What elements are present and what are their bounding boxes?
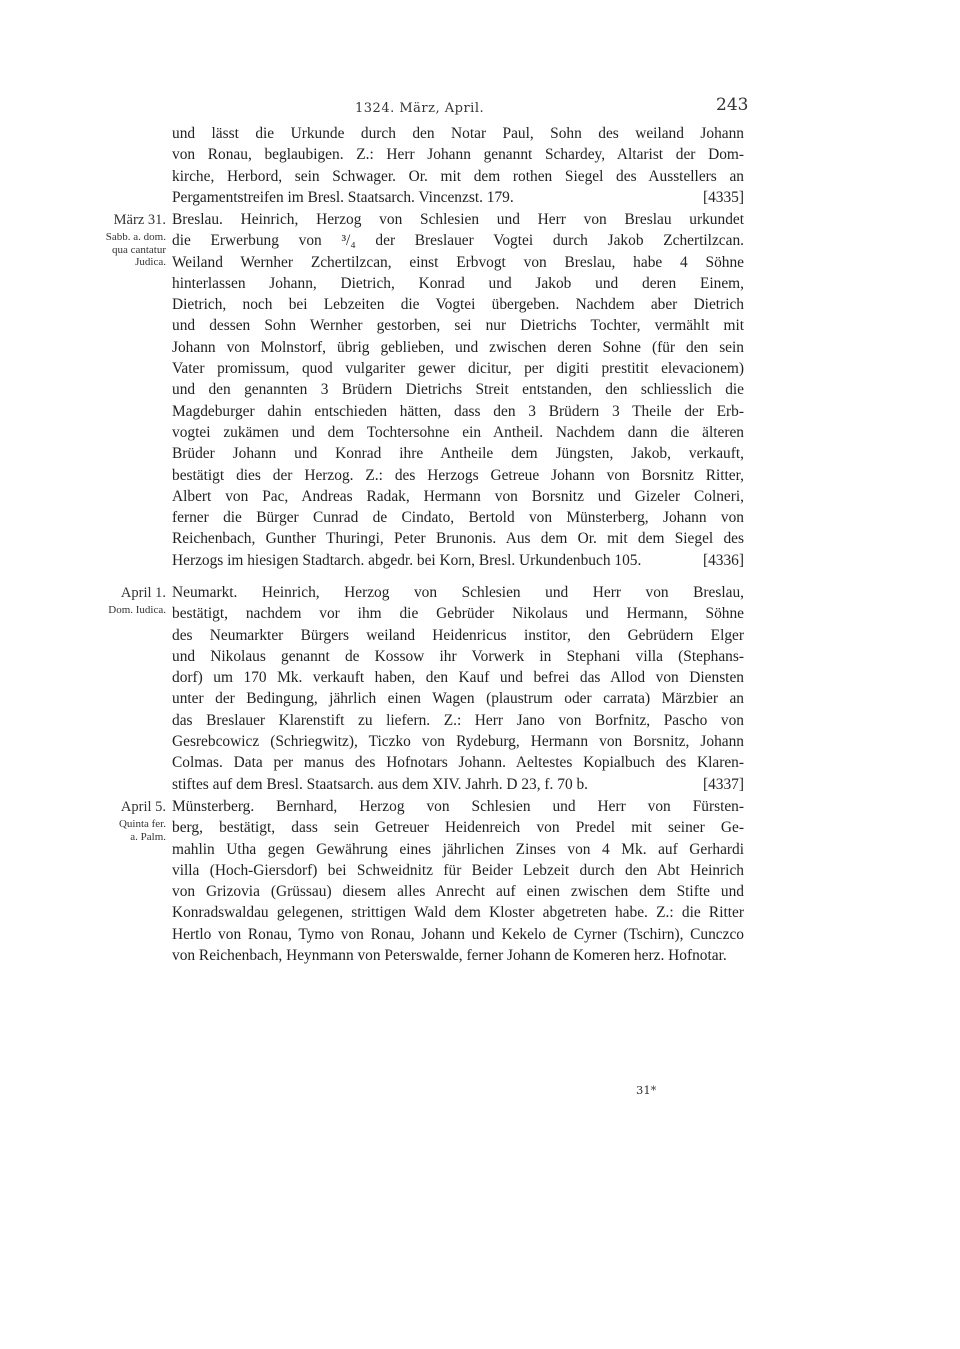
margin-feast: Sabb. a. dom. — [105, 231, 166, 243]
text-line — [172, 774, 744, 795]
text-line — [172, 646, 744, 667]
text-line — [172, 945, 744, 966]
margin-date: März 31. — [113, 212, 166, 228]
text-line — [172, 817, 744, 838]
line-text: Magdeburger dahin entschieden hätten, dass den 3 Brüdern 3 Theile der Erb- — [172, 402, 744, 420]
text-line — [172, 123, 744, 144]
text-line — [172, 924, 744, 945]
line-text: bestätigt dies der Herzog. Z.: des Herzogs Getreue Johann von Borsnitz Ritter, — [172, 466, 744, 484]
line-text: von Ronau, beglaubigen. Z.: Herr Johann genannt Schardey, Altarist der Dom- — [172, 146, 744, 164]
text-line — [172, 294, 744, 315]
text-line — [172, 252, 744, 273]
margin-date: April 1. — [120, 585, 166, 601]
margin-feast: Dom. Iudica. — [108, 604, 166, 616]
text-line — [172, 603, 744, 624]
margin-note-4336 — [94, 210, 166, 269]
text-line — [172, 731, 744, 752]
line-text: kirche, Herbord, sein Schwager. Or. mit dem rothen Siegel des Ausstellers an — [172, 167, 744, 185]
margin-date: April 5. — [120, 799, 166, 815]
text-line — [172, 582, 744, 603]
text-line — [172, 667, 744, 688]
text-line — [172, 796, 744, 817]
text-line — [172, 422, 744, 443]
entry-4335-text — [172, 123, 744, 208]
margin-feast: qua cantatur — [111, 243, 166, 256]
margin-feast: a. Palm. — [130, 830, 166, 843]
line-text: Dietrich, noch bei Lebzeiten die Vogtei übergeben. Nachdem aber Dietrich — [172, 296, 744, 314]
text-line — [172, 881, 744, 902]
line-text: und dessen Sohn Wernher gestorben, sei nur Dietrichs Tochter, vermählt mit — [172, 317, 744, 335]
line-text: Gesrebcowicz (Schriegwitz), Ticzko von Rydeburg, Hermann von Borsnitz, Johann — [172, 733, 744, 751]
text-line — [172, 465, 744, 486]
text-line — [172, 144, 744, 165]
line-text: ferner die Bürger Cunrad de Cindato, Bertold von Münsterberg, Johann von — [172, 509, 744, 527]
text-line — [172, 902, 744, 923]
text-line — [172, 443, 744, 464]
line-text: Brüder Johann und Konrad ihre Antheile dem Jüngsten, Jakob, verkauft, — [172, 445, 744, 463]
text-line — [172, 507, 744, 528]
text-line — [172, 273, 744, 294]
line-text: Hertlo von Ronau, Tymo von Ronau, Johann und Kekelo de Cyrner (Tschirn), Cunczco — [172, 925, 744, 943]
line-text: Weiland Wernher Zchertilzcan, einst Erbvogt von Breslau, habe 4 Söhne — [172, 253, 744, 271]
line-text: Colmas. Data per manus des Hofnotars Johann. Aeltestes Kopialbuch des Klaren- — [172, 754, 744, 772]
line-text: Herzogs im hiesigen Stadtarch. abgedr. bei Korn, Bresl. Urkundenbuch 105. — [172, 551, 642, 569]
line-text: berg, bestätigt, dass sein Getreuer Heidenreich von Predel mit seiner Ge- — [172, 819, 744, 837]
line-text: dorf) um 170 Mk. verkauft haben, den Kauf und befrei das Allod von Diensten — [172, 669, 744, 687]
document-number: [4335] — [702, 188, 744, 206]
line-text: das Breslauer Klarenstift zu liefern. Z.: Herr Jano von Borfnitz, Pascho von — [172, 711, 744, 729]
text-line — [172, 337, 744, 358]
line-text: villa (Hoch-Giersdorf) bei Schweidnitz für Beider Lebzeit durch den Abt Heinrich — [172, 861, 744, 879]
signature-mark: 31* — [636, 1083, 657, 1097]
line-text: Neumarkt. Heinrich, Herzog von Schlesien und Herr von Breslau, — [172, 584, 744, 601]
line-text: hinterlassen Johann, Dietrich, Konrad und Jakob und deren Einem, — [172, 274, 744, 292]
line-text: Vater promissum, quod vulgariter gewer dicitur, per digiti prestitit elevacionem) — [172, 360, 744, 378]
text-line — [172, 625, 744, 646]
document-number: [4337] — [702, 775, 744, 793]
margin-feast: Quinta fer. — [118, 818, 166, 830]
document-number: [4336] — [702, 551, 744, 569]
line-text: mahlin Utha gegen Gewährung eines jährlichen Zinses von 4 Mk. auf Gerhardi — [172, 840, 744, 858]
page-number: 243 — [716, 95, 749, 115]
line-text: Albert von Pac, Andreas Radak, Hermann von Borsnitz und Gizeler Colneri, — [172, 487, 744, 505]
line-text: und lässt die Urkunde durch den Notar Paul, Sohn des weiland Johann — [172, 125, 744, 142]
text-line — [172, 550, 744, 571]
running-head: 1324. März, April. — [355, 101, 485, 116]
line-text: die Erwerbung von ³/₄ der Breslauer Vogtei durch Jakob Zchertilzcan. — [172, 232, 744, 250]
entry-4337-text — [172, 582, 744, 795]
text-line — [172, 528, 744, 549]
text-line — [172, 187, 744, 208]
line-text: Breslau. Heinrich, Herzog von Schlesien und Herr von Breslau urkundet — [172, 211, 744, 228]
text-line — [172, 710, 744, 731]
text-line — [172, 752, 744, 773]
text-line — [172, 166, 744, 187]
line-text: des Neumarkter Bürgers weiland Heidenricus institor, den Gebrüdern Elger — [172, 626, 744, 644]
line-text: von Grizovia (Grüssau) diesem alles Anrecht auf einen zwischen dem Stifte und — [172, 883, 744, 901]
line-text: Münsterberg. Bernhard, Herzog von Schlesien und Herr von Fürsten- — [172, 798, 744, 815]
line-text: und den genannten 3 Brüdern Dietrichs Streit entstanden, den schliesslich die — [172, 381, 744, 399]
line-text: vogtei zukämen und dem Tochtersohne ein Antheil. Nachdem dann die älteren — [172, 423, 744, 441]
margin-note-4337 — [94, 583, 166, 617]
text-line — [172, 688, 744, 709]
line-text: und Nikolaus genannt de Kossow ihr Vorwerk in Stephani villa (Stephans- — [172, 647, 744, 665]
text-line — [172, 860, 744, 881]
margin-feast: Judica. — [135, 256, 166, 268]
line-text: Konradswaldau gelegenen, strittigen Wald dem Kloster abgetreten habe. Z.: die Ritter — [172, 904, 744, 922]
line-text: Johann von Molnstorf, übrig geblieben, und zwischen deren Sohne (für den sein — [172, 338, 744, 356]
line-text: unter der Bedingung, jährlich einen Wagen (plaustrum oder carrata) Märzbier an — [172, 690, 744, 708]
text-line — [172, 379, 744, 400]
text-line — [172, 230, 744, 251]
entry-4336-text — [172, 209, 744, 571]
text-line — [172, 209, 744, 230]
text-line — [172, 839, 744, 860]
entry-april5-text — [172, 796, 744, 966]
text-line — [172, 486, 744, 507]
line-text: Pergamentstreifen im Bresl. Staatsarch. Vincenzst. 179. — [172, 188, 514, 206]
margin-note-april5 — [94, 797, 166, 843]
text-line — [172, 358, 744, 379]
text-line — [172, 401, 744, 422]
line-text: stiftes auf dem Bresl. Staatsarch. aus dem XIV. Jahrh. D 23, f. 70 b. — [172, 775, 589, 793]
text-line — [172, 315, 744, 336]
line-text: bestätigt, nachdem vor ihm die Gebrüder Nikolaus und Hermann, Söhne — [172, 605, 744, 623]
line-text: von Reichenbach, Heynmann von Peterswalde, ferner Johann de Komeren herz. Hofnotar. — [172, 947, 727, 965]
line-text: Reichenbach, Gunther Thuringi, Peter Brunonis. Aus dem Or. mit dem Siegel des — [172, 530, 744, 548]
